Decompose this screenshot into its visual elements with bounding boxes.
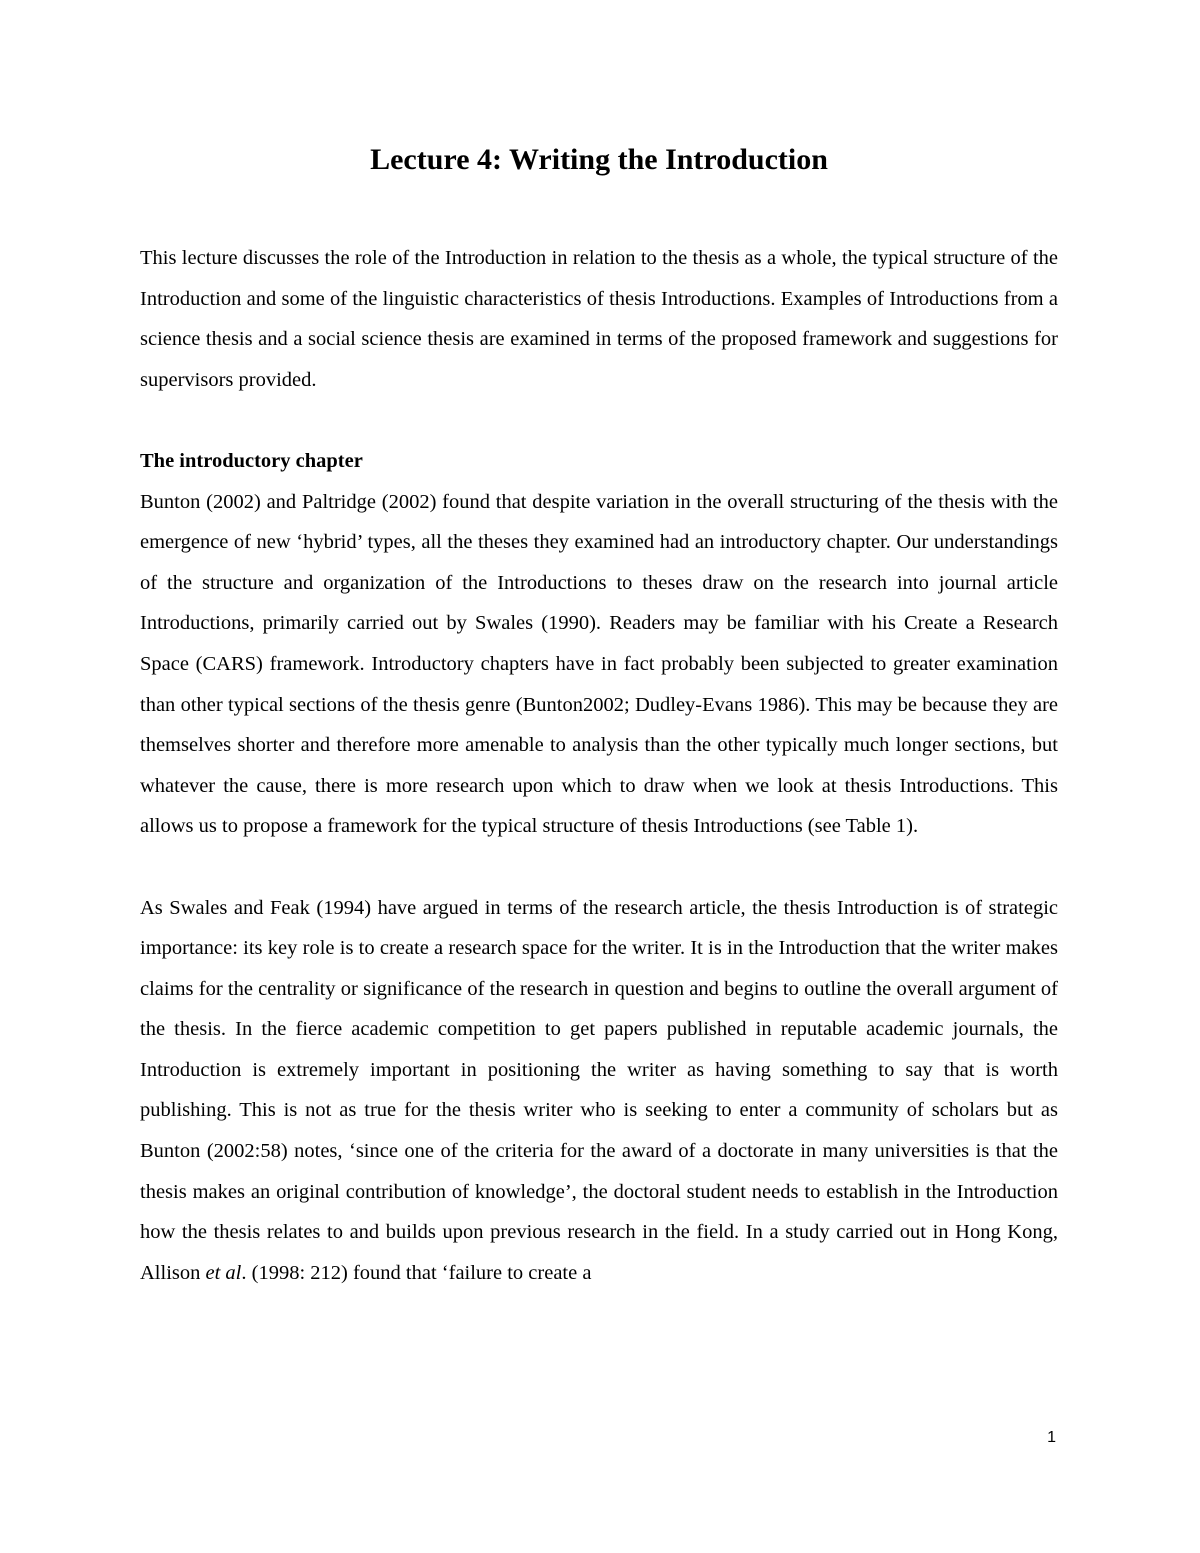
paragraph-2-text: As Swales and Feak (1994) have argued in terms of the research article, the thesis Introduction is of strategic importance: its key role is to create a research space for the writer. It is in the Introduction that the writer makes claims for the centrality or significance of the research in question and begins to outline the overall argument of the thesis. In the fierce academic competition to get papers published in reputable academic journals, the Introduction is extremely important in positioning the writer as having something to say that is worth publishing. This is not as true for the thesis writer who is seeking to enter a community of scholars but as Bunton (2002:58) notes, ‘since one of the criteria for the award of a doctorate in many universities is that the thesis makes an original contribution of knowledge’, the doctoral student needs to establish in the Introduction how the thesis relates to and builds upon previous research in the field. In a study carried out in Hong Kong, Allison <box>140 896 1058 1284</box>
section-heading: The introductory chapter <box>140 449 363 472</box>
paragraph-spacer <box>140 847 1058 888</box>
page-title: Lecture 4: Writing the Introduction <box>370 143 828 176</box>
intro-paragraph: This lecture discusses the role of the Introduction in relation to the thesis as a whole, the typical structure of the Introduction and some of the linguistic characteristics of thesis Introductions. Examples of Introductions from a science thesis and a social science thesis are examined in terms of the proposed framework and suggestions for supervisors provided. <box>140 247 1058 391</box>
section-paragraph-1: Bunton (2002) and Paltridge (2002) found that despite variation in the overall structuring of the thesis with the emergence of new ‘hybrid’ types, all the theses they examined had an introductory chapter. Our understandings of the structure and organization of the Introductions to theses draw on the research into journal article Introductions, primarily carried out by Swales (1990). Readers may be familiar with his Create a Research Space (CARS) framework. Introductory chapters have in fact probably been subjected to greater examination than other typical sections of the thesis genre (Bunton2002; Dudley-Evans 1986). This may be because they are themselves shorter and therefore more amenable to analysis than the other typically much longer sections, but whatever the cause, there is more research upon which to draw when we look at thesis Introductions. This allows us to propose a framework for the typical structure of thesis Introductions (see Table 1). <box>140 490 1058 838</box>
paragraph-spacer <box>140 400 1058 441</box>
document-body <box>140 238 1058 1293</box>
section-paragraph-2 <box>140 888 1058 1294</box>
et-al-italic: et al <box>205 1261 242 1284</box>
paragraph-2-text-end: . (1998: 212) found that ‘failure to create a <box>241 1261 592 1284</box>
page-number: 1 <box>1047 1429 1056 1446</box>
